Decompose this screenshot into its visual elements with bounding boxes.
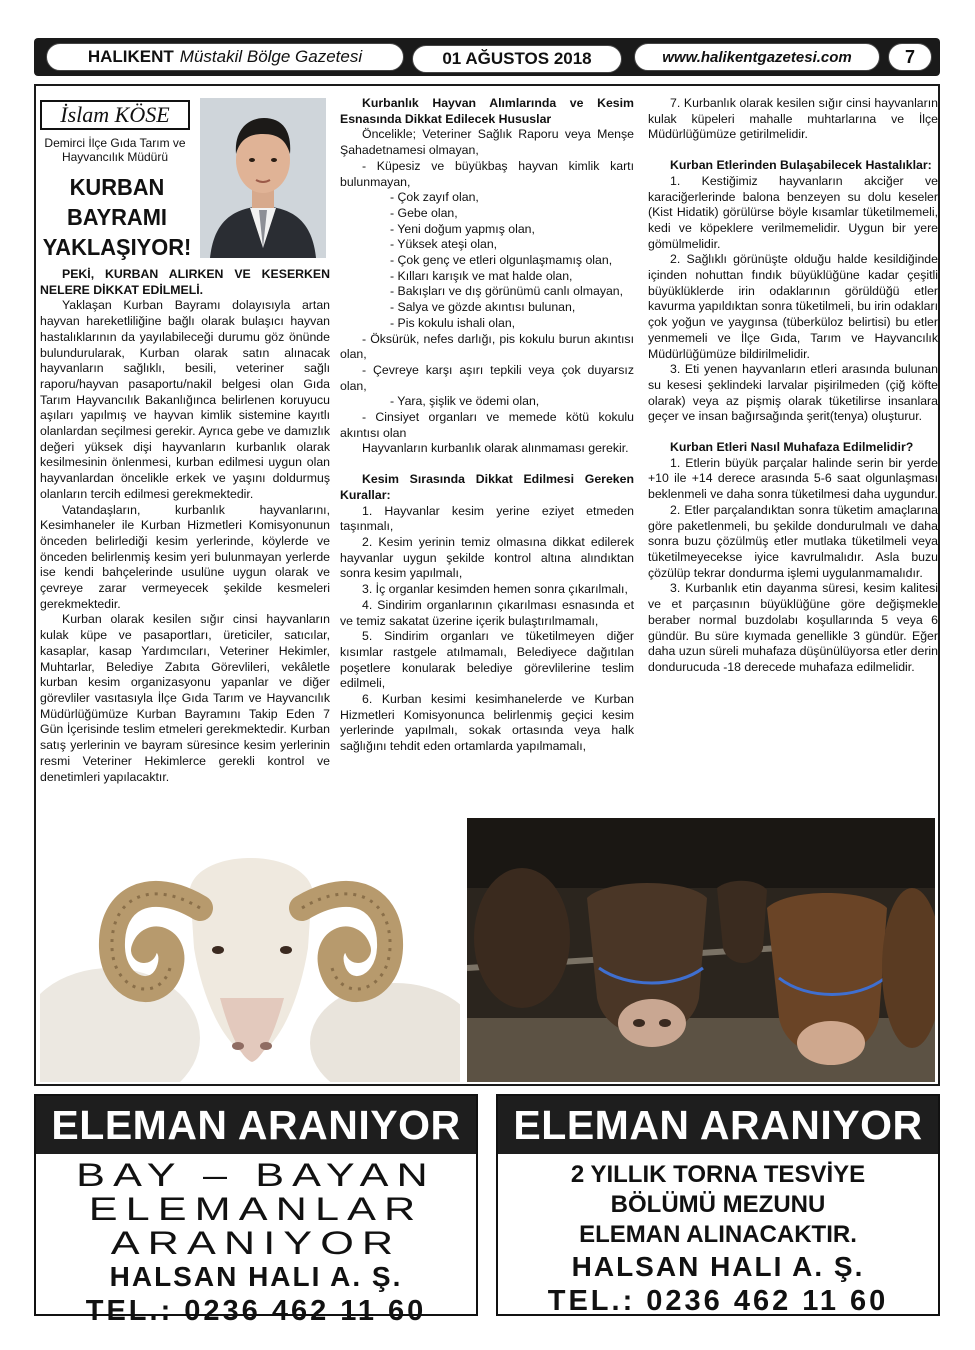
list-item: - Salya ve gözde akıntısı bulunan, — [390, 300, 576, 315]
paragraph: Yaklaşan Kurban Bayramı dolayısıyla artan hayvan hareketliliğine bağlı olarak bulaşıcı hayvan hastalıklarının da yayılabileceği durumu göz önünde bulundurularak, Kurban olarak satın alınacak hayvanların sağlıklı, besili, veteriner sağlı raporu/hayvan pasaportu/nakil belgesi olan Gıda Tarım Hayvancılık Bakanlığınca belirlenen koruyucu aşıları yapılmış ve hayvan kimlik sistemine kayıtlı olanlardan seçilmesi gerekir. Ayrıca gebe ve damızlık değeri yüksek dişi hayvanların kurbanlık olarak kesilmesinin önlenmesi, kurban edilmesi uygun olan hayvanlardan öncelikle erkek ve yaşını doldurmuş olanların tercih edilmesi gerekmektedir. — [40, 298, 330, 501]
ad-title: ELEMAN ARANIYOR — [36, 1096, 476, 1154]
paragraph: Kurban olarak kesilen sığır cinsi hayvanların kulak küpe ve pasaportları, üreticiler, satıcılar, kasaplar, kasap Yardımcıları, Veteriner Hekimler, Muhtarlar, Belediye Zabıta Görevlileri, vekâletle kurban kesim organizasyonu yapanlar ve diğer görevliler vasıtasıyla İlçe Gıda Tarım ve Hayvancılık Müdürlüğümüze Kurban Bayramını Takip Eden 7 Gün İçerisinde teslim etmeleri gerekmektedir. Kurban satış yerlerinin ve bayram süresince kesim yerlerinin resmi Veteriner Hekimlerce gerekli kontrol ve denetimleri yapılacaktır. — [40, 612, 330, 784]
paper-title — [46, 43, 404, 71]
article-column-1 — [40, 267, 330, 785]
ad-title: ELEMAN ARANIYOR — [498, 1096, 938, 1154]
paragraph: Öncelikle; Veteriner Sağlık Raporu veya Menşe Şahadetnamesi olmayan, — [340, 127, 634, 158]
ad-company: HALSAN HALI A. Ş. — [109, 1261, 403, 1292]
page-number: 7 — [888, 43, 932, 71]
paragraph: 1. Kestiğimiz hayvanların akciğer ve karaciğerlerinde balona benzeyen su dolu keseler (Kist Hidatik) görülürse böyle kısamlar tüketilmemeli, kedi ve köpeklere verilmemelidir. Uygun bir yere gömülmelidir. — [648, 173, 938, 251]
author-role: Demirci İlçe Gıda Tarım ve Hayvancılık Müdürü — [44, 136, 186, 164]
issue-date: 01 AĞUSTOS 2018 — [412, 45, 622, 73]
list-item: - Çok zayıf olan, — [390, 190, 479, 205]
paragraph: 2. Etler parçalandıktan sonra tüketim amaçlarına göre paketlenmeli, bu şekilde dondurulmalı ve daha sonra buzu çözülmüş etler mutlaka tüketilmeli veya tüketilmeyecekse iyice kavrulmalıdır. Asla buzu çözülüp tekrar dondurma işlemi uygulanmamalıdır. — [648, 502, 938, 580]
ad-phone: TEL.: 0236 462 11 60 — [85, 1295, 427, 1327]
ad-line: 2 YILLIK TORNA TESVİYE — [570, 1161, 866, 1188]
section-heading: Kesim Sırasında Dikkat Edilmesi Gereken Kurallar: — [340, 472, 634, 502]
list-item: - Kılları karışık ve mat halde olan, — [390, 268, 573, 283]
paragraph: - Öksürük, nefes darlığı, pis kokulu burun akıntısı olan, — [340, 331, 634, 362]
list-item: - Yara, şişlik ve ödemi olan, — [390, 394, 540, 409]
author-portrait — [200, 98, 326, 258]
headline-line: KURBAN — [69, 174, 165, 200]
headline-line: BAYRAMI — [67, 204, 167, 230]
ad-line: ELEMANLAR — [88, 1191, 424, 1227]
paragraph: 1. Etlerin büyük parçalar halinde serin bir yerde +10 ile +14 derece arasında 5-6 saat olgunlaşması beklenmeli ve daha sonra tüketilmesi daha uygundur. — [648, 455, 938, 502]
ad-line: BAY – BAYAN — [76, 1157, 436, 1193]
article-column-2 — [340, 96, 634, 755]
paragraph: 3. Eti yenen hayvanların etleri arasında bulunan su kesesi şeklindeki larvalar pişirilmeden (çiğ köfte olarak) veya az pişmiş olarak tüketilirse insanlara geçer ve insan bağırsağında şerit(tenya) oluşturur. — [648, 362, 938, 424]
list-item: - Gebe olan, — [390, 205, 458, 220]
list-item: - Pis kokulu ishali olan, — [390, 315, 516, 330]
headline-line: YAKLAŞIYOR! — [42, 234, 192, 260]
paragraph: 4. Sindirim organlarının çıkarılması esnasında et ve temiz sakatat üzerine içerik bulaştırılmamalı, — [340, 597, 634, 628]
paragraph: 2. Kesim yerinin temiz olmasına dikkat edilerek hayvanlar uygun şekilde kontrol altına alındıktan sonra kesim yapılmalı, — [340, 534, 634, 581]
section-heading: PEKİ, KURBAN ALIRKEN VE KESERKEN NELERE DİKKAT EDİLMELİ. — [40, 267, 330, 297]
list-item: - Yüksek ateşi olan, — [390, 237, 498, 252]
ad-line: BÖLÜMÜ MEZUNU — [610, 1191, 826, 1218]
ram-photo — [40, 818, 460, 1082]
paper-subtitle: Müstakil Bölge Gazetesi — [179, 47, 363, 66]
paragraph: Hayvanların kurbanlık olarak alınmaması gerekir. — [362, 441, 629, 456]
paragraph: 1. Hayvanlar kesim yerine eziyet etmeden taşınmalı, — [340, 503, 634, 534]
ad-phone: TEL.: 0236 462 11 60 — [547, 1285, 889, 1317]
article-column-3 — [648, 96, 938, 676]
list-item: - Çok genç ve etleri olgunlaşmamış olan, — [390, 253, 613, 268]
list-item: - Bakışları ve dış görünümü canlı olmayan, — [390, 284, 624, 299]
paragraph: - Küpesiz ve büyükbaş hayvan kimlik kartı bulunmayan, — [340, 158, 634, 189]
ad-company: HALSAN HALI A. Ş. — [571, 1251, 865, 1282]
paragraph: 7. Kurbanlık olarak kesilen sığır cinsi hayvanların kulak küpeleri mahalle muhtarlarına ve İlçe Müdürlüğümüze getirilmelidir. — [648, 96, 938, 142]
ad-line: ARANIYOR — [110, 1225, 402, 1261]
paragraph: Vatandaşların, kurbanlık hayvanlarını, Kesimhaneler ile Kurban Hizmetleri Komisyonunun önceden belirlediği kesim yerlerinde, köylerde ve önceden belirlenmiş kesim yeri bulunmayan yerlerde ise kendi bahçelerinde usulüne uygun olarak ve çevreye zarar vermeyecek şekilde kesmeleri gerekmektedir. — [40, 502, 330, 611]
paragraph: - Çevreye karşı aşırı tepkili veya çok duyarsız olan, — [340, 362, 634, 393]
ad-line: ELEMAN ALINACAKTIR. — [579, 1221, 857, 1248]
section-heading: Kurban Etlerinden Bulaşabilecek Hastalıklar: — [670, 158, 932, 173]
paragraph: 2. Sağlıklı görünüşte olduğu halde kesildiğinde içinden nohuttan fındık büyüklüğüne kadar çeşitli büyüklüklerde irin odaklarının görüldüğü etler kavurma yapıldıktan sonra tüketilmeli, bu irin odakları çok yoğun ve yaygınsa (tüberküloz belirtisi) bu etler yenmemeli ve İlçe Gıda, Tarım ve Hayvancılık Müdürlüğümüze bildirilmelidir. — [648, 252, 938, 361]
cattle-photo — [467, 818, 935, 1082]
author-name: İslam KÖSE — [40, 100, 190, 130]
job-ad-left — [34, 1094, 478, 1327]
list-item: - Yeni doğum yapmış olan, — [390, 221, 535, 236]
website-link[interactable]: www.halikentgazetesi.com — [634, 43, 880, 71]
paper-name: HALIKENT — [87, 47, 174, 66]
paragraph: 5. Sindirim organları ve tüketilmeyen diğer kısımlar rastgele atılmamalı, Belediyece dağıtılan poşetlere konularak belediye görevlilerine teslim edilmeli, — [340, 629, 634, 691]
section-heading: Kurban Etleri Nasıl Muhafaza Edilmelidir? — [670, 440, 914, 455]
paragraph: 3. Kurbanlık etin dayanma süresi, kesim kalitesi ve et parçasının büyüklüğüne göre değişmekle beraber normal buzdolabı koşullarında 5 veya 6 gündür. Bu süre kıymada genellikle 3 gündür. Eğer daha uzun süreli muhafaza düşünülüyorsa etler derin dondurucuda -18 derecede muhafaza edilmelidir. — [648, 581, 938, 674]
section-heading: Kurbanlık Hayvan Alımlarında ve Kesim Esnasında Dikkat Edilecek Hususlar — [340, 96, 634, 126]
paragraph: - Cinsiyet organları ve memede kötü kokulu akıntısı olan — [340, 410, 634, 440]
headline — [40, 172, 194, 262]
paragraph: 6. Kurban kesimi kesimhanelerde ve Kurban Hizmetleri Komisyonunca belirlenmiş geçici kesim yerlerinde yapılmalı, sokak ortasında veya halk sağlığını tehdit eden ortamlarda yapılmamalı, — [340, 692, 634, 754]
job-ad-right — [496, 1094, 940, 1316]
paragraph: 3. İç organlar kesimden hemen sonra çıkarılmalı, — [362, 582, 628, 597]
